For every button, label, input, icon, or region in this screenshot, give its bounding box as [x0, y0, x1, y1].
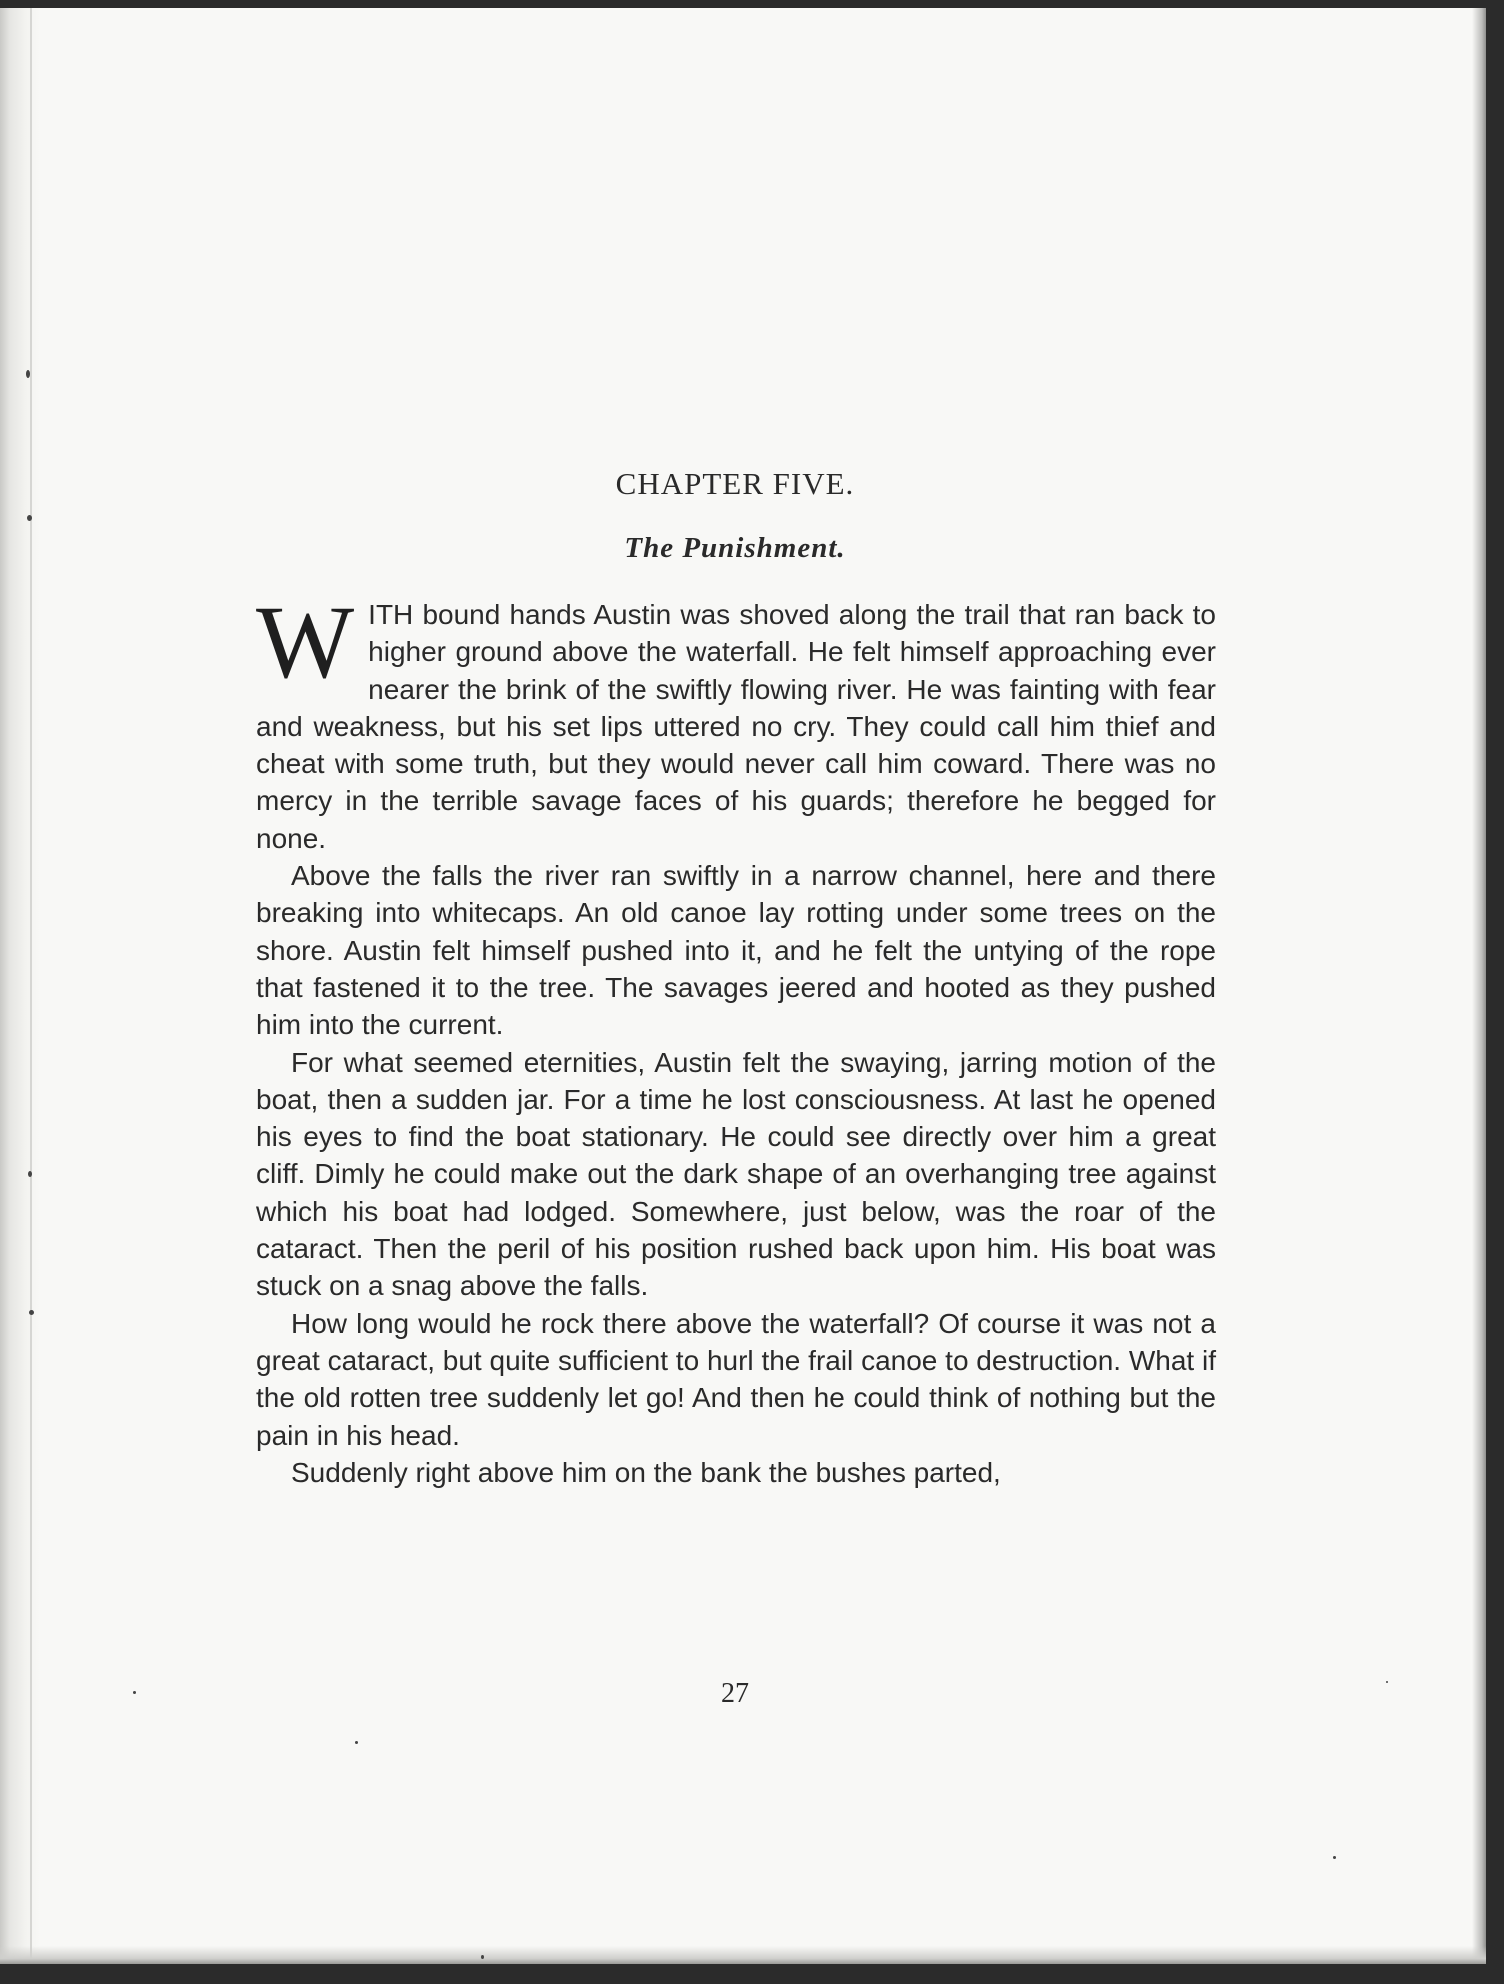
page-number: 27	[721, 1678, 749, 1709]
chapter-title: CHAPTER FIVE.	[615, 466, 855, 501]
paragraph-1-text: ITH bound hands Austin was shoved along the trail that ran back to higher ground above the waterfall. He felt himself approaching ever nearer the brink of the swiftly flowing river. He was fainting with fear and weakness, but his set lips uttered no cry. They could call him thief and cheat with some truth, but they would never call him coward. There was no mercy in the terrible savage faces of his guards; therefore he begged for none.	[256, 599, 1216, 854]
chapter-body	[256, 585, 1216, 1491]
paper-speck	[1386, 1681, 1388, 1683]
page-bottom-edge	[0, 1946, 1486, 1964]
page-right-edge	[1472, 8, 1486, 1964]
paragraph-1	[256, 585, 1216, 857]
paper-speck	[26, 370, 30, 378]
paragraph-2: Above the falls the river ran swiftly in a narrow channel, here and there breaking into whitecaps. An old canoe lay rotting under some trees on the shore. Austin felt himself pushed into it, and he felt the untying of the rope that fastened it to the tree. The savages jeered and hooted as they pushed him into the current.	[256, 860, 1216, 1041]
paragraph-3: For what seemed eternities, Austin felt the swaying, jarring motion of the boat, then a sudden jar. For a time he lost consciousness. At last he opened his eyes to find the boat stationary. He could see directly over him a great cliff. Dimly he could make out the dark shape of an overhanging tree against which his boat had lodged. Somewhere, just below, was the roar of the cataract. Then the peril of his position rushed back upon him. His boat was stuck on a snag above the falls.	[256, 1046, 1216, 1302]
paper-speck	[133, 1691, 136, 1694]
paper-speck	[1333, 1856, 1336, 1859]
paragraph-4: How long would he rock there above the waterfall? Of course it was not a great cataract, but quite sufficient to hurl the frail canoe to destruction. What if the old rotten tree suddenly let go! And then he could think of nothing but the pain in his head.	[256, 1307, 1216, 1451]
paper-speck	[27, 515, 32, 521]
gutter-shadow	[0, 8, 40, 1964]
paper-speck	[481, 1955, 484, 1959]
book-page	[0, 8, 1486, 1964]
paper-speck	[355, 1741, 358, 1744]
paper-speck	[28, 1171, 32, 1177]
drop-cap: W	[256, 585, 355, 700]
paper-speck	[29, 1310, 34, 1315]
gutter-line	[30, 8, 32, 1964]
paragraph-5: Suddenly right above him on the bank the bushes parted,	[291, 1456, 1001, 1488]
chapter-subtitle: The Punishment.	[624, 532, 846, 564]
